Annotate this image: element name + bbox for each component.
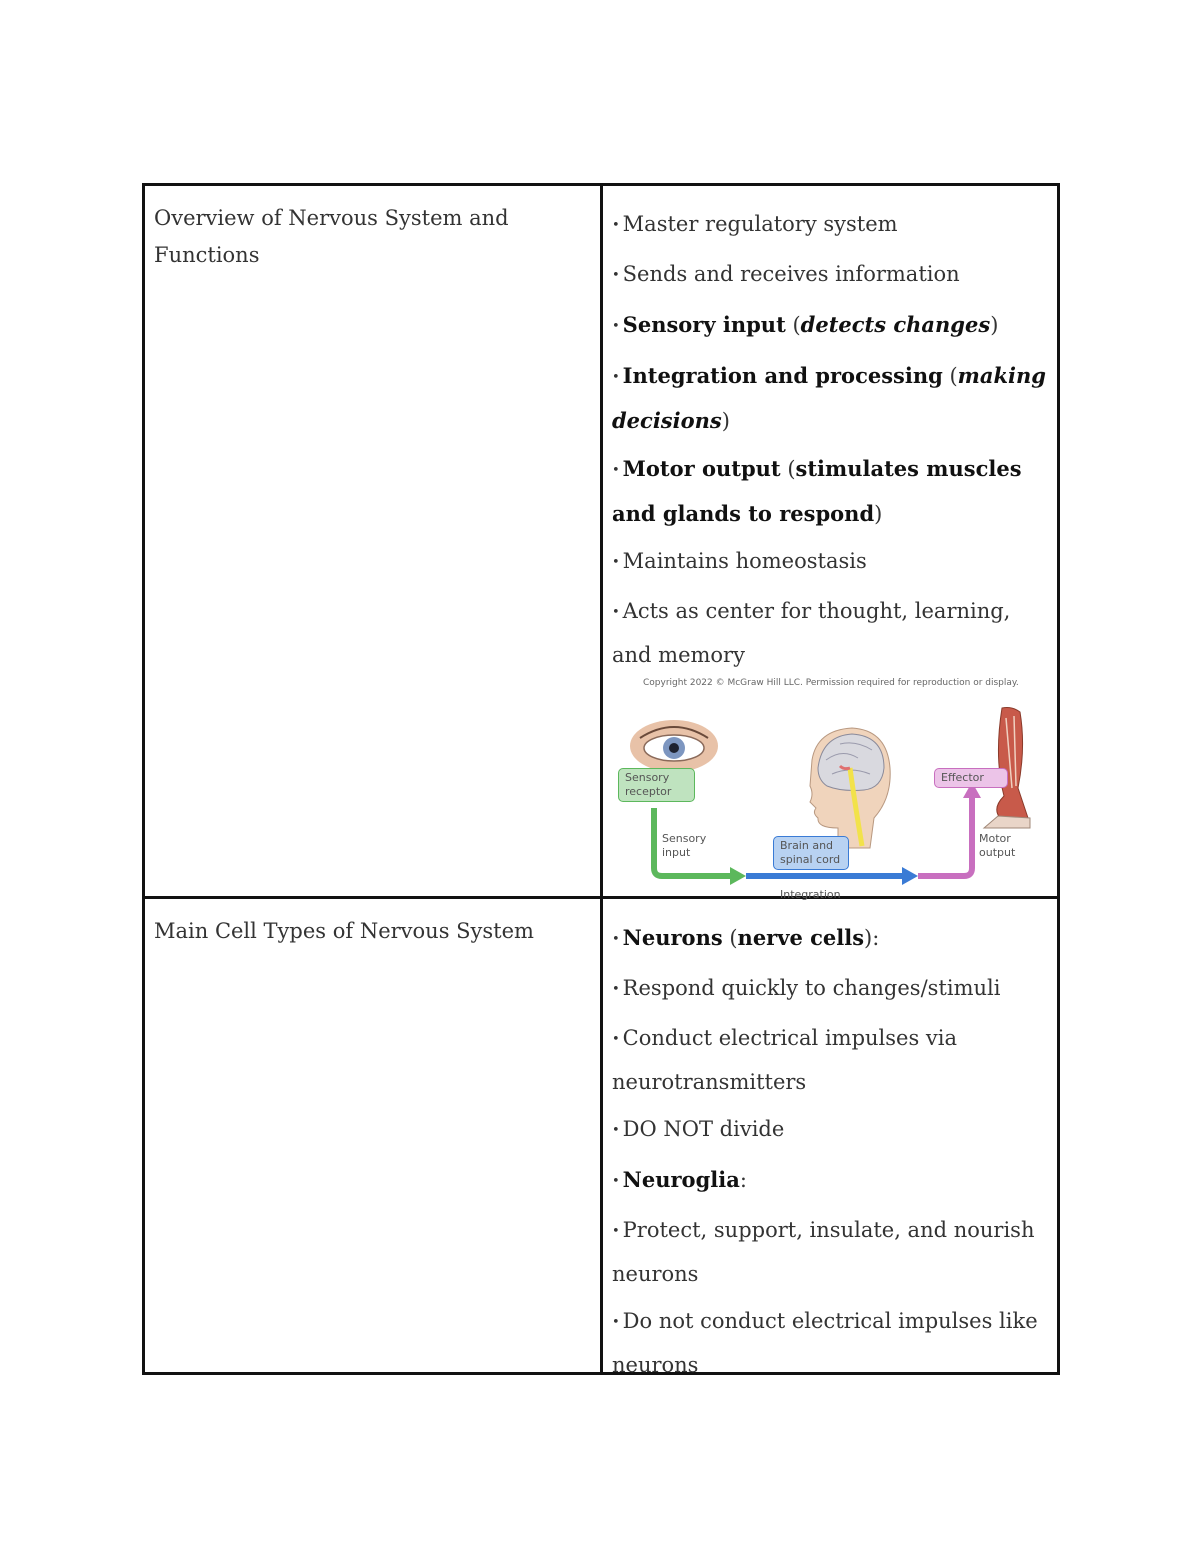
list-item: • Neuroglia: [612,1167,747,1192]
bullet-icon: • [612,982,620,997]
nervous-system-diagram [612,678,1032,918]
bullet-icon: • [612,605,620,620]
list-item: • Neurons (nerve cells): [612,925,880,950]
effector-box: Effector [934,768,1008,788]
list-item: • Integration and processing (making decisions) [612,363,1046,433]
list-item: • Sends and receives information [612,262,960,286]
notes-table [142,183,1060,1375]
bullet-icon: • [612,1174,620,1189]
list-item: • Do not conduct electrical impulses like neurons [612,1309,1038,1377]
details-cell [603,899,1057,1377]
list-item: • Protect, support, insulate, and nourish neurons [612,1218,1035,1286]
brain-spinal-cord-box: Brain and spinal cord [773,836,849,870]
bullet-icon: • [612,1224,620,1239]
bullet-icon: • [612,463,620,478]
bullet-icon: • [612,319,620,334]
sensory-input-label: Sensory input [662,832,707,859]
integration-label: Integration [780,888,841,901]
sensory-receptor-box: Sensory receptor [618,768,695,802]
bullet-icon: • [612,1315,620,1330]
list-item: • Acts as center for thought, learning, and memory [612,599,1011,667]
list-item: • Motor output (stimulates muscles and glands to respond) [612,456,1022,526]
topic-text: Main Cell Types of Nervous System [154,919,534,943]
list-item: • Respond quickly to changes/stimuli [612,976,1001,1000]
table-row [145,899,1057,1377]
list-item: • Sensory input (detects changes) [612,312,999,337]
bullet-icon: • [612,932,620,947]
eye-image [630,720,718,772]
list-item: • Master regulatory system [612,212,898,236]
bullet-icon: • [612,1032,620,1047]
list-item: • Maintains homeostasis [612,549,867,573]
bullet-icon: • [612,555,620,570]
topic-cell [145,186,603,896]
list-item: • Conduct electrical impulses via neurotransmitters [612,1026,958,1094]
bullet-icon: • [612,1123,620,1138]
bullet-icon: • [612,268,620,283]
brain-head-image [810,728,890,848]
topic-text: Overview of Nervous System and Functions [154,206,509,267]
copyright-notice: Copyright 2022 © McGraw Hill LLC. Permission required for reproduction or display. [643,678,1019,688]
bullet-icon: • [612,218,620,233]
table-row [145,186,1057,899]
motor-output-label: Motor output [979,832,1016,859]
bullet-icon: • [612,370,620,385]
list-item: • DO NOT divide [612,1117,785,1141]
topic-cell [145,899,603,1372]
details-cell [603,186,1057,901]
